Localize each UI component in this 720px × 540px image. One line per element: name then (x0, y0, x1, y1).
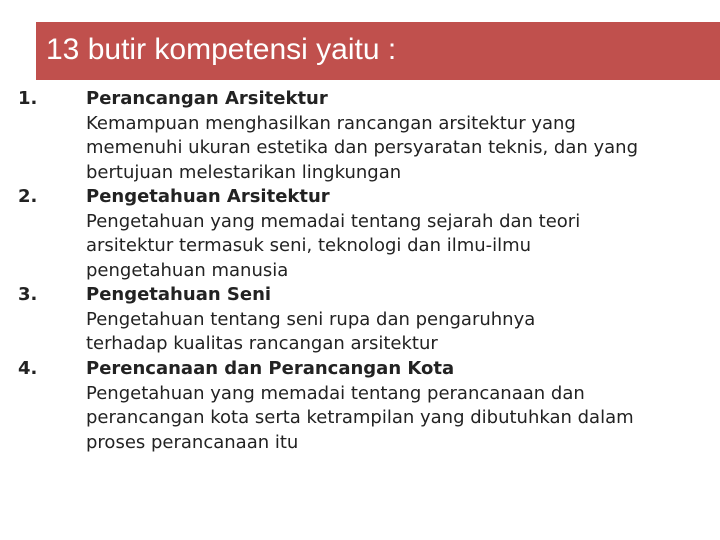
list-item (18, 87, 708, 185)
competency-list (18, 87, 708, 455)
item-heading: Perencanaan dan Perancangan Kota (86, 358, 455, 379)
list-item (18, 283, 708, 357)
item-description: Pengetahuan tentang seni rupa dan pengaruhnya terhadap kualitas rancangan arsitektur (86, 308, 536, 354)
item-heading: Pengetahuan Seni (86, 284, 272, 305)
item-number: 4. (18, 358, 38, 379)
slide-title: 13 butir kompetensi yaitu : (46, 33, 397, 66)
item-description: Kemampuan menghasilkan rancangan arsitektur yang memenuhi ukuran estetika dan persyaratan teknis, dan yang bertujuan melestarikan lingkungan (86, 112, 638, 183)
item-heading: Pengetahuan Arsitektur (86, 186, 330, 207)
item-number: 2. (18, 186, 38, 207)
list-item (18, 357, 708, 455)
item-heading: Perancangan Arsitektur (86, 88, 328, 109)
item-description: Pengetahuan yang memadai tentang sejarah dan teori arsitektur termasuk seni, teknologi dan ilmu-ilmu pengetahuan manusia (86, 210, 581, 281)
item-number: 3. (18, 284, 38, 305)
title-bar (36, 22, 720, 80)
item-number: 1. (18, 88, 38, 109)
item-description: Pengetahuan yang memadai tentang perancanaan dan perancangan kota serta ketrampilan yang dibutuhkan dalam proses perancanaan itu (86, 382, 634, 453)
list-item (18, 185, 708, 283)
